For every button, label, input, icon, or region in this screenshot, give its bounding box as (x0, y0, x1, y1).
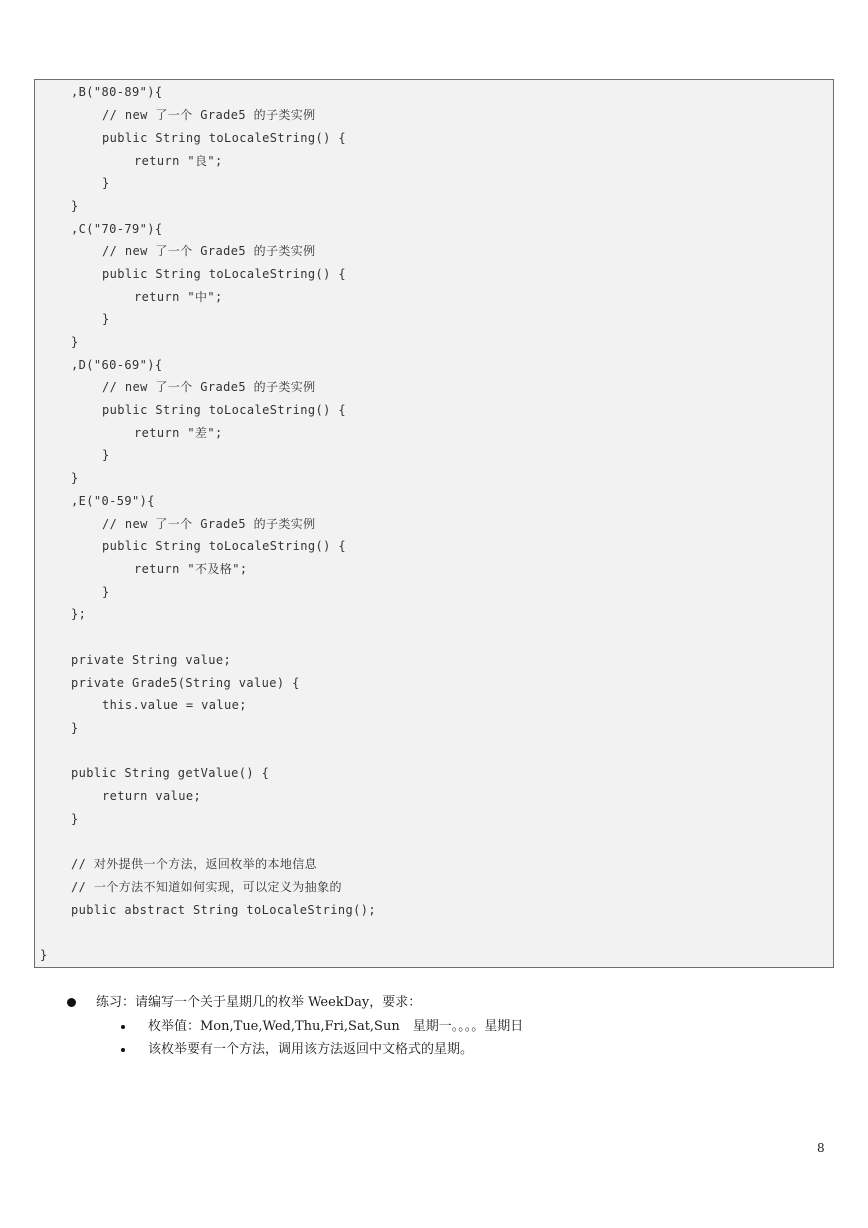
code-line: public String toLocaleString() { (102, 131, 346, 145)
code-line: } (40, 948, 48, 962)
code-line: public abstract String toLocaleString(); (71, 903, 376, 917)
requirement-item: 枚举值：Mon,Tue,Wed,Thu,Fri,Sat,Sun 星期一。。。。星期日 (148, 1019, 524, 1034)
page-number: 8 (817, 1141, 825, 1155)
code-line: } (71, 812, 79, 826)
code-line: // new 了一个 Grade5 的子类实例 (102, 380, 316, 394)
code-line: } (71, 471, 79, 485)
code-line: // new 了一个 Grade5 的子类实例 (102, 517, 316, 531)
code-line: ,E("0-59"){ (71, 494, 155, 508)
code-line: public String toLocaleString() { (102, 539, 346, 553)
code-line: } (102, 176, 110, 190)
code-line: ,D("60-69"){ (71, 358, 163, 372)
code-line: } (102, 312, 110, 326)
practice-title: 练习：请编写一个关于星期几的枚举 WeekDay，要求： (96, 995, 422, 1010)
code-line: } (102, 585, 110, 599)
code-line: return value; (102, 789, 202, 803)
code-line: // 一个方法不知道如何实现，可以定义为抽象的 (71, 880, 342, 894)
code-line: } (71, 199, 79, 213)
code-line: public String getValue() { (71, 766, 270, 780)
code-line: return "中"; (134, 290, 223, 304)
code-line: } (71, 335, 79, 349)
code-line: // 对外提供一个方法，返回枚举的本地信息 (71, 857, 318, 871)
code-line: public String toLocaleString() { (102, 403, 346, 417)
code-line: } (71, 721, 79, 735)
code-line: public String toLocaleString() { (102, 267, 346, 281)
requirement-item: 该枚举要有一个方法，调用该方法返回中文格式的星期。 (148, 1042, 474, 1057)
code-line: return "差"; (134, 426, 223, 440)
code-line: ,C("70-79"){ (71, 222, 163, 236)
bullet-icon (121, 1048, 125, 1052)
code-line: }; (71, 607, 87, 621)
code-line: return "不及格"; (134, 562, 248, 576)
code-line: // new 了一个 Grade5 的子类实例 (102, 244, 316, 258)
bullet-icon (67, 998, 76, 1007)
code-line: private Grade5(String value) { (71, 676, 300, 690)
bullet-icon (121, 1025, 125, 1029)
code-line: private String value; (71, 653, 232, 667)
code-block (34, 79, 834, 968)
code-line: return "良"; (134, 154, 223, 168)
code-line: } (102, 448, 110, 462)
code-line: // new 了一个 Grade5 的子类实例 (102, 108, 316, 122)
code-line: this.value = value; (102, 698, 247, 712)
code-line: ,B("80-89"){ (71, 85, 163, 99)
